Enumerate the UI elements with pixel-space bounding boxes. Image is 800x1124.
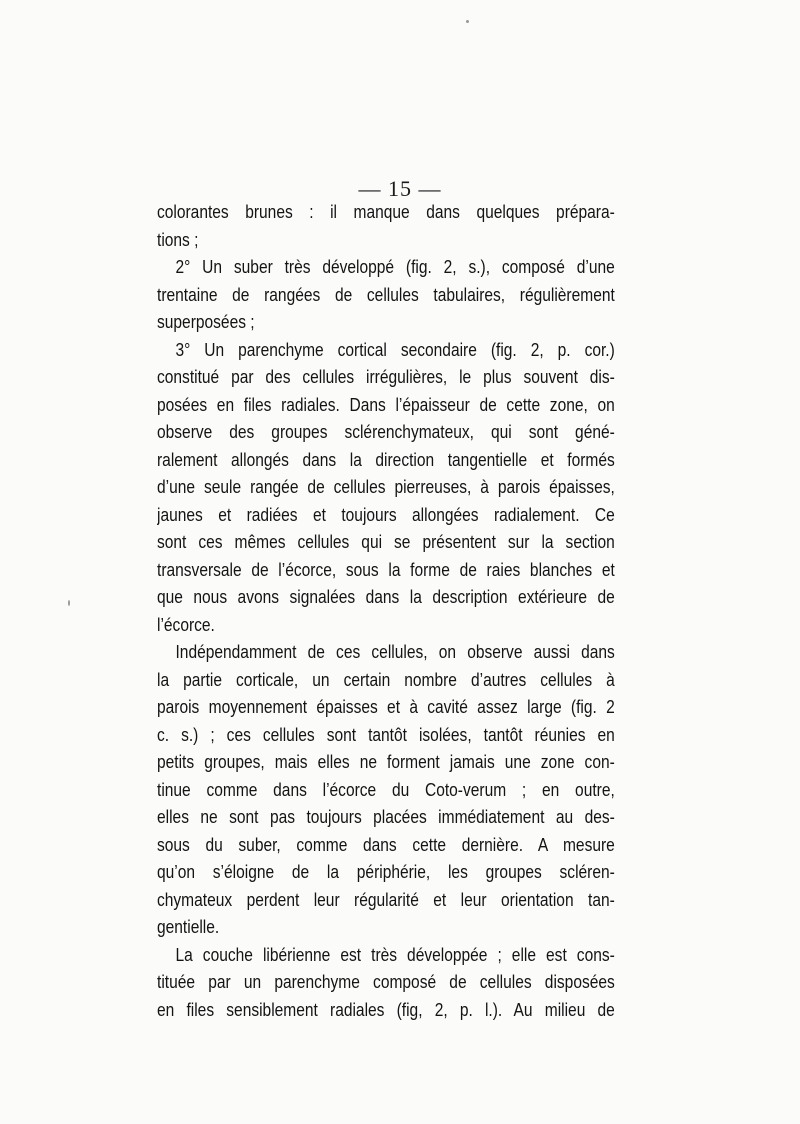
paper-speck bbox=[466, 20, 469, 23]
text-line: Indépendamment de ces cellules, on observe aussi dans bbox=[175, 641, 615, 662]
text-line: La couche libérienne est très développée ; elle est cons- bbox=[175, 943, 615, 965]
text-line: 3° Un parenchyme cortical secondaire (fig. 2, p. cor.) bbox=[175, 338, 615, 360]
text-line: parois moyennement épaisses et à cavité assez large (fig. 2 bbox=[157, 696, 615, 717]
page-number: — 15 — bbox=[358, 176, 442, 201]
text-line: gentielle. bbox=[157, 916, 220, 937]
text-line: ralement allongés dans la direction tangentielle et formés bbox=[157, 448, 615, 470]
text-line: trentaine de rangées de cellules tabulaires, régulièrement bbox=[157, 283, 615, 305]
text-line: tions ; bbox=[157, 228, 199, 250]
body-text bbox=[157, 198, 615, 1023]
text-line: chymateux perdent leur régularité et leur orientation tan- bbox=[157, 888, 615, 910]
text-line: sont ces mêmes cellules qui se présentent sur la section bbox=[157, 531, 615, 552]
text-line: l’écorce. bbox=[157, 613, 215, 635]
text-line: qu’on s’éloigne de la périphérie, les groupes scléren- bbox=[157, 861, 615, 882]
text-line: tinue comme dans l’écorce du Coto-verum ; en outre, bbox=[157, 778, 615, 800]
text-line: que nous avons signalées dans la description extérieure de bbox=[157, 586, 615, 607]
text-line: d’une seule rangée de cellules pierreuses, à parois épaisses, bbox=[157, 476, 615, 497]
text-line: la partie corticale, un certain nombre d’autres cellules à bbox=[157, 668, 615, 690]
text-line: sous du suber, comme dans cette dernière. A mesure bbox=[157, 833, 615, 855]
text-line: c. s.) ; ces cellules sont tantôt isolées, tantôt réunies en bbox=[157, 723, 615, 745]
text-line: observe des groupes sclérenchymateux, qui sont géné- bbox=[157, 421, 615, 442]
text-line: superposées ; bbox=[157, 311, 255, 332]
text-line: tituée par un parenchyme composé de cellules disposées bbox=[157, 971, 615, 992]
text-line: jaunes et radiées et toujours allongées radialement. Ce bbox=[157, 503, 615, 525]
text-line: constitué par des cellules irrégulières, le plus souvent dis- bbox=[157, 366, 615, 387]
text-line: elles ne sont pas toujours placées immédiatement au des- bbox=[157, 806, 615, 827]
text-line: transversale de l’écorce, sous la forme de raies blanches et bbox=[157, 558, 615, 580]
paper-speck bbox=[68, 600, 70, 606]
text-line: 2° Un suber très développé (fig. 2, s.), composé d’une bbox=[175, 256, 615, 277]
text-line: en files sensiblement radiales (fig, 2, p. l.). Au milieu de bbox=[157, 998, 615, 1020]
text-line: petits groupes, mais elles ne forment jamais une zone con- bbox=[157, 751, 615, 772]
text-line: colorantes brunes : il manque dans quelques prépara- bbox=[157, 201, 615, 222]
text-line: posées en files radiales. Dans l’épaisseur de cette zone, on bbox=[157, 393, 615, 415]
